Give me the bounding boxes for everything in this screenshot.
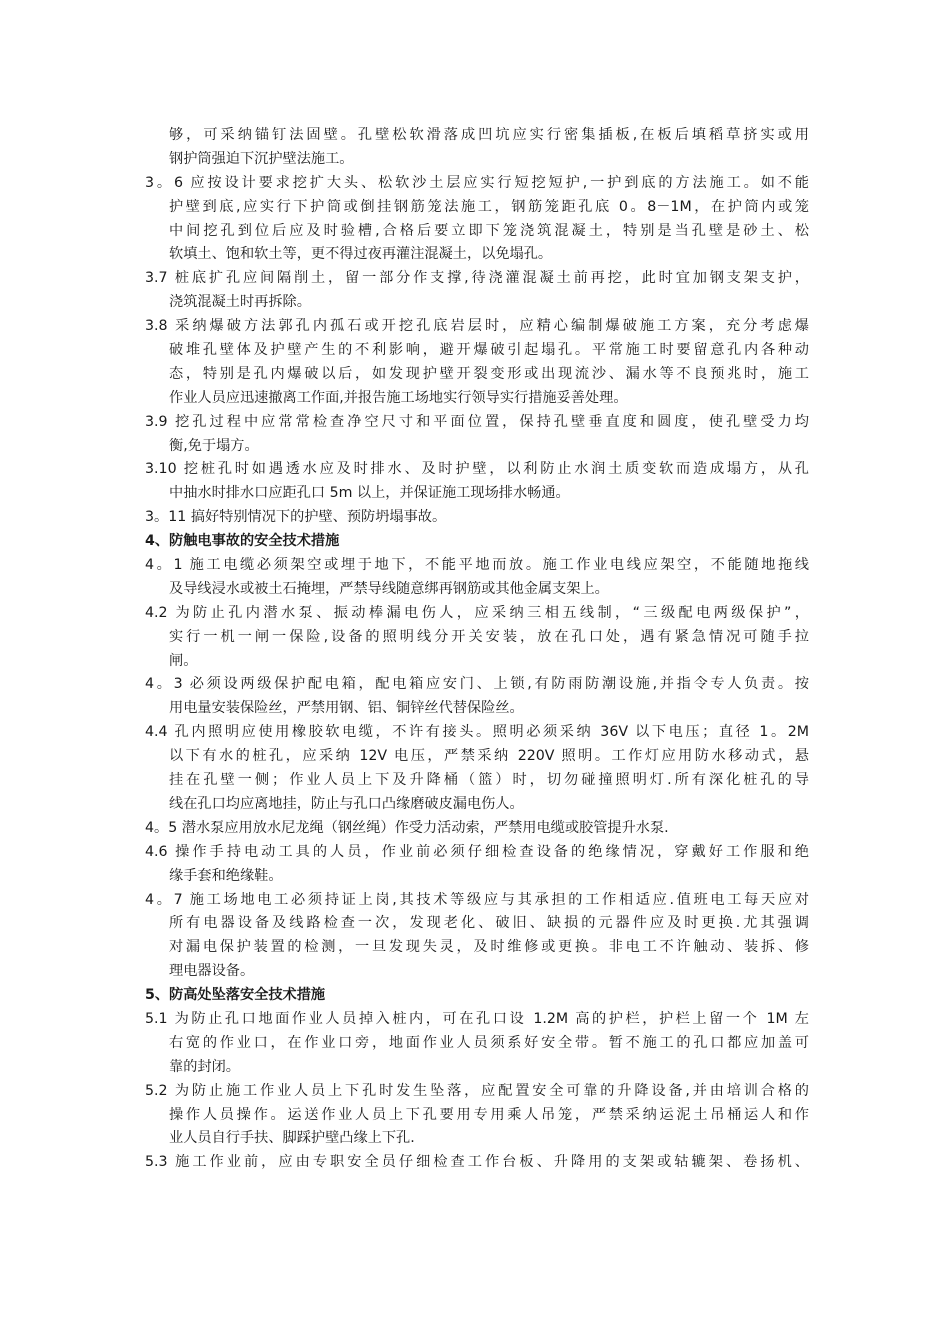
- text-line: 钢护筒强迫下沉护壁法施工。: [169, 150, 354, 167]
- section-heading: 5、防高处坠落安全技术措施: [145, 987, 326, 1004]
- document-page: [145, 124, 809, 1175]
- text-line: 靠的封闭。: [169, 1058, 240, 1075]
- text-line: 4.2 为防止孔内潜水泵、振动棒漏电伤人，应采纳三相五线制，“三级配电两级保护”，: [145, 604, 809, 621]
- text-line: 破堆孔壁体及护壁产生的不利影响，避开爆破引起塌孔。平常施工时要留意孔内各种动: [169, 342, 809, 359]
- text-line: 以下有水的桩孔，应采纳 12V 电压，严禁采纳 220V 照明。工作灯应用防水移动式，悬: [169, 748, 809, 765]
- text-line: 闸。: [169, 652, 198, 669]
- text-line: 4。3 必须设两级保护配电箱，配电箱应安门、上锁,有防雨防潮设施,并指令专人负责。按: [145, 676, 809, 693]
- text-line: 3.8 采纳爆破方法郭孔内孤石或开挖孔底岩层时，应精心编制爆破施工方案，充分考虑爆: [145, 318, 809, 335]
- text-line: 3.9 挖孔过程中应常常检查净空尺寸和平面位置，保持孔壁垂直度和圆度，使孔壁受力均: [145, 413, 809, 430]
- text-line: 中间挖孔到位后应及时验槽,合格后要立即下笼浇筑混凝土，特别是当孔壁是砂土、松: [169, 222, 809, 239]
- text-line: 理电器设备。: [169, 963, 255, 980]
- text-line: 浇筑混凝土时再拆除。: [169, 294, 311, 311]
- text-line: 态，特别是孔内爆破以后，如发现护壁开裂变形或出现流沙、漏水等不良预兆时，施工: [169, 365, 809, 382]
- text-line: 够，可采纳锚钉法固壁。孔壁松软滑落成凹坑应实行密集插板,在板后填稻草挤实或用: [169, 127, 809, 143]
- text-line: 右宽的作业口，在作业口旁，地面作业人员须系好安全带。暂不施工的孔口都应加盖可: [169, 1034, 809, 1051]
- text-line: 3。6 应按设计要求挖扩大头、松软沙土层应实行短挖短护,一护到底的方法施工。如不能: [145, 174, 809, 191]
- text-line: 对漏电保护装置的检测，一旦发现失灵，及时维修或更换。非电工不许触动、装拆、修: [169, 939, 809, 956]
- text-line: 衡,免于塌方。: [169, 437, 259, 454]
- text-line: 4。5 潜水泵应用放水尼龙绳（钢丝绳）作受力活动索，严禁用电缆或胶管提升水泵.: [145, 819, 669, 836]
- text-line: 4。1 施工电缆必须架空或埋于地下，不能平地而放。施工作业电线应架空，不能随地拖线: [145, 557, 809, 574]
- text-line: 挂在孔壁一侧；作业人员上下及升降桶（篮）时，切勿碰撞照明灯.所有深化桩孔的导: [169, 772, 809, 789]
- text-line: 护壁到底,应实行下护筒或倒挂钢筋笼法施工，钢筋笼距孔底 0。8－1M，在护筒内或笼: [169, 198, 809, 215]
- text-line: 4。7 施工场地电工必须持证上岗,其技术等级应与其承担的工作相适应.值班电工每天应对: [145, 891, 809, 908]
- text-line: 及导线浸水或被土石掩埋，严禁导线随意绑再钢筋或其他金属支架上。: [169, 580, 609, 597]
- text-line: 所有电器设备及线路检查一次，发现老化、破旧、缺损的元器件应及时更换.尤其强调: [169, 915, 809, 932]
- text-line: 3.10 挖桩孔时如遇透水应及时排水、及时护壁，以利防止水润土质变软而造成塌方，从孔: [145, 461, 809, 478]
- text-line: 业人员自行手扶、脚踩护壁凸缘上下孔.: [169, 1130, 415, 1147]
- text-line: 3。11 搞好特别情况下的护壁、预防坍塌事故。: [145, 509, 447, 526]
- text-line: 中抽水时排水口应距孔口 5m 以上，并保证施工现场排水畅通。: [169, 485, 570, 502]
- text-line: 4.4 孔内照明应使用橡胶软电缆，不许有接头。照明必须采纳 36V 以下电压；直径 1。2M: [145, 724, 809, 741]
- text-line: 3.7 桩底扩孔应间隔削土，留一部分作支撑,待浇灌混凝土前再挖，此时宜加钢支架支护，: [145, 270, 809, 287]
- text-line: 4.6 操作手持电动工具的人员，作业前必须仔细检查设备的绝缘情况，穿戴好工作服和绝: [145, 843, 809, 860]
- text-line: 作业人员应迅速撤离工作面,并报告施工场地实行领导实行措施妥善处理。: [169, 389, 628, 406]
- text-line: 5.1 为防止孔口地面作业人员掉入桩内，可在孔口设 1.2M 高的护栏，护栏上留一个 1M 左: [145, 1010, 809, 1027]
- section-heading: 4、防触电事故的安全技术措施: [145, 533, 340, 550]
- text-line: 用电量安装保险丝，严禁用钢、铝、铜锌丝代替保险丝。: [169, 700, 524, 717]
- text-line: 操作人员操作。运送作业人员上下孔要用专用乘人吊笼，严禁采纳运泥土吊桶运人和作: [169, 1106, 809, 1123]
- text-line: 5.2 为防止施工作业人员上下孔时发生坠落，应配置安全可靠的升降设备,并由培训合格的: [145, 1082, 809, 1099]
- text-line: 软填土、饱和软土等，更不得过夜再灌注混凝土，以免塌孔。: [169, 246, 553, 263]
- text-line: 缘手套和绝缘鞋。: [169, 867, 283, 884]
- text-line: 实行一机一闸一保险,设备的照明线分开关安装，放在孔口处，遇有紧急情况可随手拉: [169, 628, 809, 645]
- text-line: 5.3 施工作业前，应由专职安全员仔细检查工作台板、升降用的支架或轱辘架、卷扬机、: [145, 1154, 809, 1171]
- text-line: 线在孔口均应离地挂，防止与孔口凸缘磨破皮漏电伤人。: [169, 795, 524, 812]
